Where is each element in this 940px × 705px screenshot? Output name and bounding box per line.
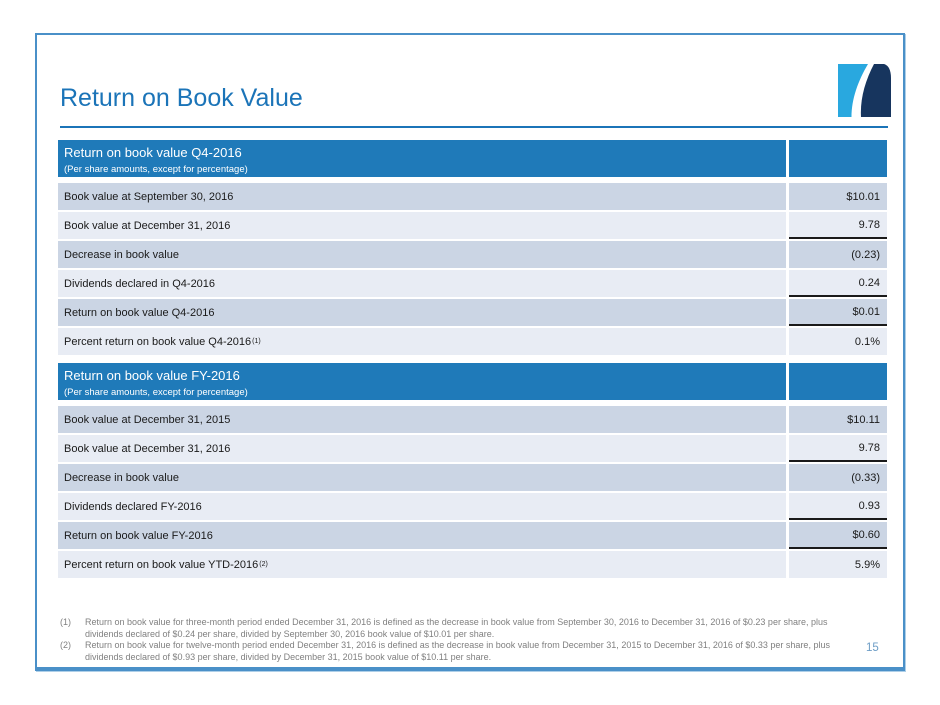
table-row: Percent return on book value YTD-2016 (2) 5.9% (58, 551, 887, 578)
row-label: Dividends declared in Q4-2016 (64, 277, 216, 290)
table-row (58, 522, 887, 549)
row-label: Book value at September 30, 2016 (64, 190, 234, 203)
row-value: (0.23) (789, 241, 887, 268)
table-row (58, 435, 887, 462)
table-header (58, 140, 887, 177)
table-header (58, 363, 887, 400)
table-subtitle: (Per share amounts, except for percentage) (64, 164, 248, 175)
row-label: Percent return on book value YTD-2016 (64, 558, 259, 571)
page-number: 15 (866, 642, 879, 654)
table-row (58, 270, 887, 297)
row-value: 0.1% (789, 328, 887, 355)
row-label: Dividends declared FY-2016 (64, 500, 202, 513)
table-return-fy-2016 (58, 363, 887, 580)
row-label: Percent return on book value Q4-2016 (64, 335, 252, 348)
table-row (58, 493, 887, 520)
row-label: Decrease in book value (64, 471, 179, 484)
table-row (58, 464, 887, 491)
footnote-marker: (2) (60, 640, 71, 650)
row-value: (0.33) (789, 464, 887, 491)
footnote-1 (60, 617, 848, 640)
row-value: $10.11 (789, 406, 887, 433)
table-subtitle: (Per share amounts, except for percentage) (64, 387, 248, 398)
page-title: Return on Book Value (60, 84, 303, 112)
table-header-value-cell (789, 363, 887, 400)
company-logo-icon (838, 64, 891, 117)
row-value: 9.78 (789, 435, 887, 462)
table-title: Return on book value Q4-2016 (64, 145, 242, 160)
row-value: $0.60 (789, 522, 887, 549)
row-label: Book value at December 31, 2015 (64, 413, 231, 426)
table-row (58, 406, 887, 433)
row-label: Book value at December 31, 2016 (64, 219, 231, 232)
row-value: 9.78 (789, 212, 887, 239)
row-label: Return on book value FY-2016 (64, 529, 213, 542)
row-value: $0.01 (789, 299, 887, 326)
table-row (58, 241, 887, 268)
table-row (58, 183, 887, 210)
footnote-text: Return on book value for three-month period ended December 31, 2016 is defined as the decrease in book value from September 30, 2016 to December 31, 2016 of $0.23 per share, plus dividends declared of $0.24 per share, divided by September 30, 2016 book value of $10.01 per share. (85, 617, 828, 639)
row-value: 0.93 (789, 493, 887, 520)
table-title: Return on book value FY-2016 (64, 368, 240, 383)
row-value: $10.01 (789, 183, 887, 210)
footnote-text: Return on book value for twelve-month period ended December 31, 2016 is defined as the decrease in book value from December 31, 2015 to December 31, 2016 of $0.33 per share, plus dividends declared of $0.93 per share, divided by December 31, 2015 book value of $10.11 per share. (85, 640, 830, 662)
row-label: Return on book value Q4-2016 (64, 306, 215, 319)
table-header-value-cell (789, 140, 887, 177)
footnotes (60, 617, 848, 663)
row-value: 0.24 (789, 270, 887, 297)
footnote-2 (60, 640, 848, 663)
row-label: Decrease in book value (64, 248, 179, 261)
footnote-marker: (1) (60, 617, 71, 627)
table-row (58, 299, 887, 326)
table-row (58, 212, 887, 239)
table-row: Percent return on book value Q4-2016 (1) 0.1% (58, 328, 887, 355)
row-value: 5.9% (789, 551, 887, 578)
row-label: Book value at December 31, 2016 (64, 442, 231, 455)
table-return-q4-2016 (58, 140, 887, 357)
title-divider (60, 126, 888, 128)
